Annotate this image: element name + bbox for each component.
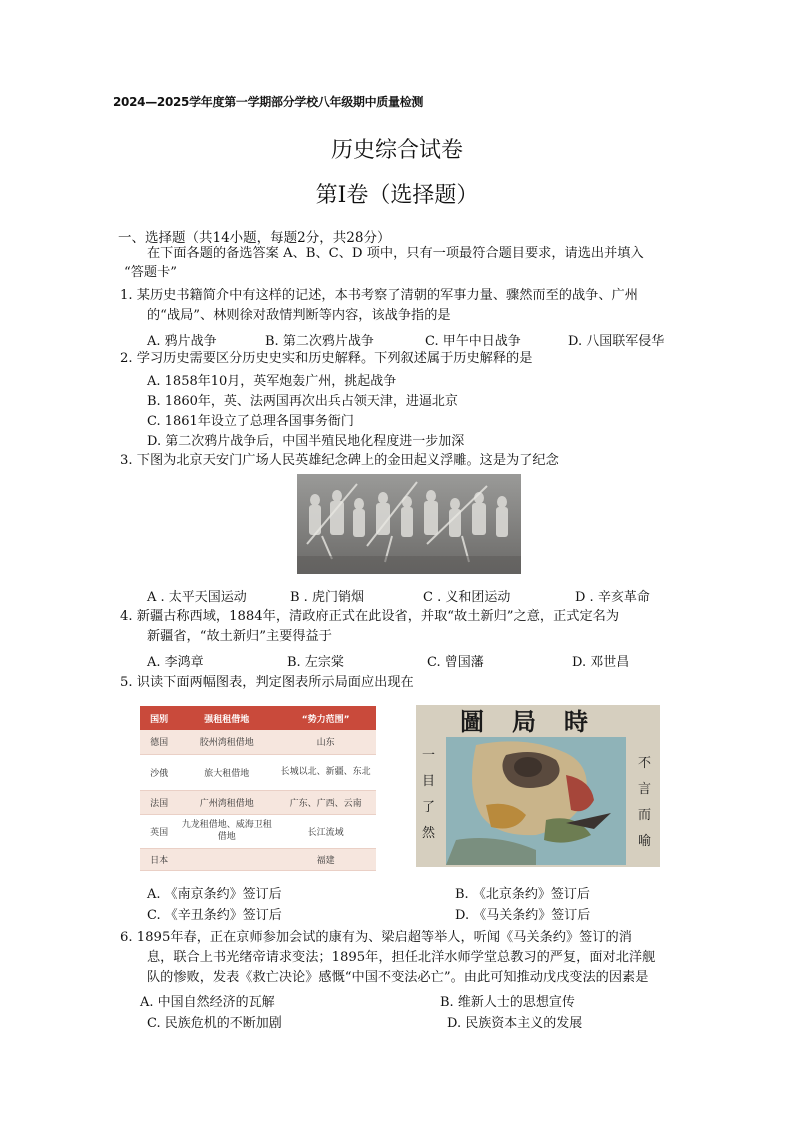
- relief-sculpture-image: [297, 474, 521, 574]
- instruction-line-2: “答题卡”: [124, 265, 178, 280]
- q3-stem: 3. 下图为北京天安门广场人民英雄纪念碑上的金田起义浮雕。这是为了纪念: [120, 453, 559, 468]
- q5-option-c[interactable]: C. 《辛丑条约》签订后: [147, 908, 282, 923]
- q3-option-b[interactable]: B . 虎门销烟: [290, 590, 364, 605]
- exam-header: 2024—2025学年度第一学期部分学校八年级期中质量检测: [113, 95, 424, 109]
- q2-option-b[interactable]: B. 1860年，英、法两国再次出兵占领天津，进逼北京: [147, 394, 458, 409]
- table-cell: 九龙租借地、威海卫租借地: [178, 814, 275, 848]
- table-header: 国别: [140, 706, 178, 730]
- q4-option-a[interactable]: A. 李鸿章: [147, 655, 204, 670]
- table-cell: 德国: [140, 730, 178, 754]
- q3-option-d[interactable]: D . 辛亥革命: [575, 590, 650, 605]
- table-cell: 长江流域: [275, 814, 376, 848]
- section-title: 第Ⅰ卷（选择题）: [315, 183, 479, 208]
- q2-option-c[interactable]: C. 1861年设立了总理各国事务衙门: [147, 414, 354, 429]
- q2-option-a[interactable]: A. 1858年10月，英军炮轰广州，挑起战争: [147, 374, 397, 389]
- q6-stem-2: 息，联合上书光绪帝请求变法；1895年，担任北洋水师学堂总教习的严复，面对北洋舰: [147, 950, 656, 965]
- q4-option-d[interactable]: D. 邓世昌: [572, 655, 630, 670]
- cartoon-right-text: 不言而喻: [638, 756, 652, 849]
- table-header: “势力范围”: [275, 706, 376, 730]
- q1-stem-2: 的“战局”、林则徐对敌情判断等内容，该战争指的是: [147, 308, 451, 323]
- q4-option-b[interactable]: B. 左宗棠: [287, 655, 344, 670]
- q6-option-b[interactable]: B. 维新人士的思想宣传: [440, 995, 575, 1010]
- q1-option-c[interactable]: C. 甲午中日战争: [425, 334, 521, 349]
- q6-stem-3: 队的惨败，发表《救亡决论》感慨“中国不变法必亡”。由此可知推动戊戌变法的因素是: [147, 970, 649, 985]
- q6-option-d[interactable]: D. 民族资本主义的发展: [447, 1016, 583, 1031]
- q1-option-d[interactable]: D. 八国联军侵华: [568, 334, 665, 349]
- q5-option-b[interactable]: B. 《北京条约》签订后: [455, 887, 590, 902]
- table-cell: 胶州湾租借地: [178, 730, 275, 754]
- q6-option-c[interactable]: C. 民族危机的不断加剧: [147, 1016, 282, 1031]
- table-cell: 福建: [275, 848, 376, 870]
- table-cell: 山东: [275, 730, 376, 754]
- q4-stem-2: 新疆省，“故土新归”主要得益于: [147, 629, 332, 644]
- table-cell: 旅大租借地: [178, 754, 275, 790]
- q6-stem-1: 6. 1895年春，正在京师参加会试的康有为、梁启超等举人，听闻《马关条约》签订的消: [120, 930, 632, 945]
- shijutu-cartoon: [416, 705, 660, 867]
- spheres-of-influence-table: [140, 706, 376, 866]
- q2-option-d[interactable]: D. 第二次鸦片战争后，中国半殖民地化程度进一步加深: [147, 434, 465, 449]
- cartoon-title: 圖局時: [460, 707, 616, 736]
- cartoon-left-text: 一目了然: [422, 748, 436, 841]
- page-title: 历史综合试卷: [330, 138, 463, 163]
- q3-option-a[interactable]: A . 太平天国运动: [147, 590, 247, 605]
- q4-stem-1: 4. 新疆古称西域，1884年，清政府正式在此设省，并取“故土新归”之意，正式定名为: [120, 609, 620, 624]
- table-cell: 沙俄: [140, 754, 178, 790]
- table-cell: 英国: [140, 814, 178, 848]
- q3-option-c[interactable]: C . 义和团运动: [423, 590, 511, 605]
- section-heading: 一、选择题（共14小题，每题2分，共28分）: [118, 230, 391, 246]
- q2-stem: 2. 学习历史需要区分历史史实和历史解释。下列叙述属于历史解释的是: [120, 351, 533, 366]
- q6-option-a[interactable]: A. 中国自然经济的瓦解: [140, 995, 275, 1010]
- table-cell: 广东、广西、云南: [275, 790, 376, 814]
- q1-stem-1: 1. 某历史书籍简介中有这样的记述，本书考察了清朝的军事力量、骤然而至的战争、广州: [120, 288, 638, 303]
- q5-option-d[interactable]: D. 《马关条约》签订后: [455, 908, 591, 923]
- table-cell: 长城以北、新疆、东北: [275, 754, 376, 790]
- q5-stem: 5. 识读下面两幅图表，判定图表所示局面应出现在: [120, 675, 414, 690]
- table-cell: [178, 848, 275, 870]
- q5-option-a[interactable]: A. 《南京条约》签订后: [147, 887, 282, 902]
- q1-option-a[interactable]: A. 鸦片战争: [147, 334, 217, 349]
- instruction-line-1: 在下面各题的备选答案 A、B、C、D 项中，只有一项最符合题目要求，请选出并填入: [147, 246, 644, 261]
- table-cell: 法国: [140, 790, 178, 814]
- table-cell: 广州湾租借地: [178, 790, 275, 814]
- q1-option-b[interactable]: B. 第二次鸦片战争: [265, 334, 374, 349]
- table-cell: 日本: [140, 848, 178, 870]
- q4-option-c[interactable]: C. 曾国藩: [427, 655, 484, 670]
- table-header: 强租租借地: [178, 706, 275, 730]
